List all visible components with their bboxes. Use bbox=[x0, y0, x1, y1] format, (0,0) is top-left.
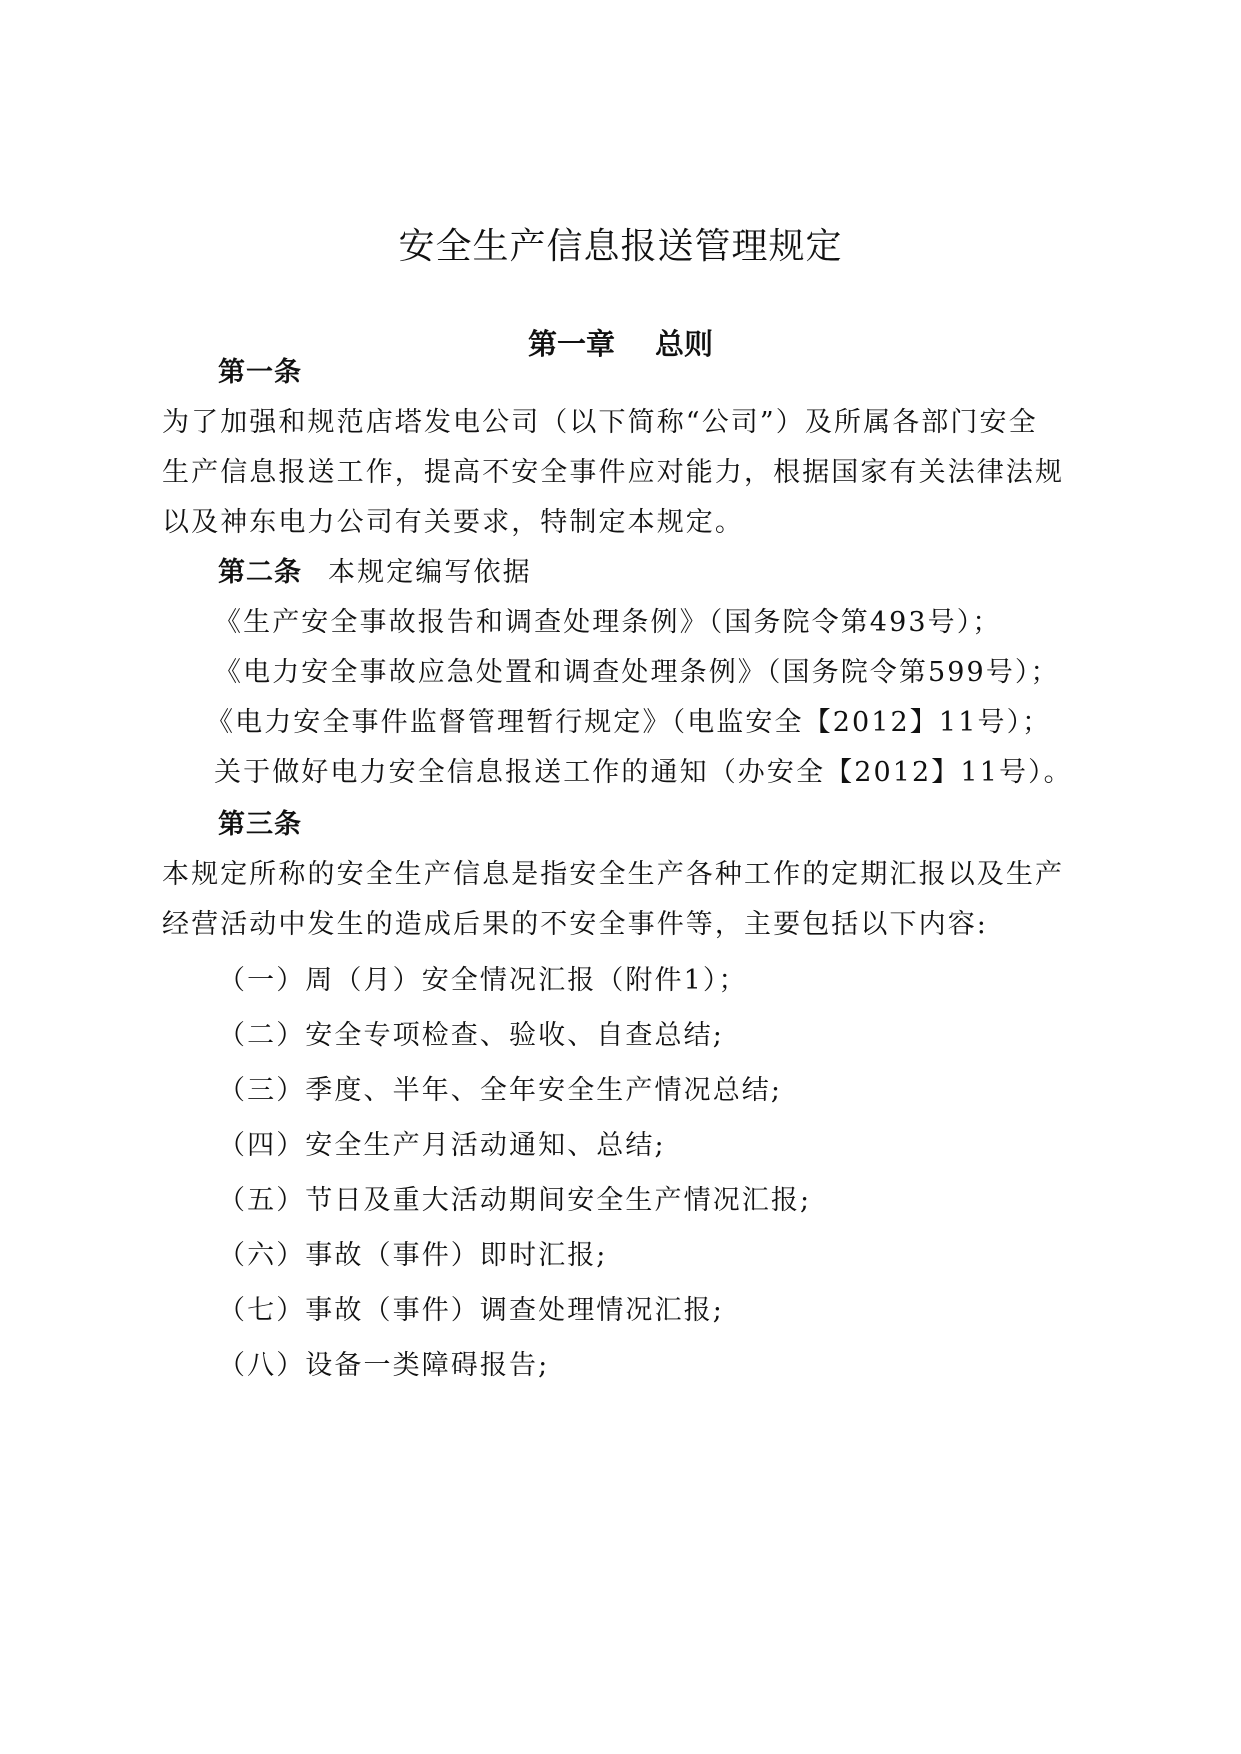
content-list-item: （八）设备一类障碍报告; bbox=[218, 1350, 550, 1381]
article-3-line: 经营活动中发生的造成后果的不安全事件等，主要包括以下内容: bbox=[162, 909, 988, 940]
chapter-heading bbox=[0, 322, 1241, 363]
article-3-line: 本规定所称的安全生产信息是指安全生产各种工作的定期汇报以及生产 bbox=[162, 859, 1065, 890]
content-list-item: （四）安全生产月活动通知、总结; bbox=[218, 1130, 666, 1161]
document-title: 安全生产信息报送管理规定 bbox=[398, 226, 843, 267]
article-1-line: 为了加强和规范店塔发电公司（以下简称“公司”）及所属各部门安全 bbox=[162, 407, 1038, 438]
article-2-heading-line bbox=[218, 550, 532, 589]
article-1-heading: 第一条 bbox=[218, 357, 302, 388]
content-list-item: （六）事故（事件）即时汇报; bbox=[218, 1240, 608, 1271]
reference-item: 《电力安全事故应急处置和调查处理条例》（国务院令第599号）； bbox=[214, 657, 1060, 688]
reference-item: 关于做好电力安全信息报送工作的通知（办安全【2012】11号）。 bbox=[214, 757, 1073, 788]
article-3-heading: 第三条 bbox=[218, 809, 302, 840]
chapter-number: 第一章 bbox=[527, 327, 615, 361]
chapter-name: 总则 bbox=[655, 327, 714, 361]
reference-item: 《生产安全事故报告和调查处理条例》（国务院令第493号）； bbox=[214, 607, 1002, 638]
content-list-item: （一）周（月）安全情况汇报（附件1）； bbox=[218, 965, 748, 996]
content-list-item: （三）季度、半年、全年安全生产情况总结; bbox=[218, 1075, 783, 1106]
article-1-line: 以及神东电力公司有关要求，特制定本规定。 bbox=[162, 507, 744, 538]
article-2-heading: 第二条 bbox=[218, 557, 302, 588]
content-list-item: （五）节日及重大活动期间安全生产情况汇报; bbox=[218, 1185, 812, 1216]
article-1-line: 生产信息报送工作，提高不安全事件应对能力，根据国家有关法律法规 bbox=[162, 457, 1065, 488]
content-list-item: （二）安全专项检查、验收、自查总结; bbox=[218, 1020, 724, 1051]
article-2-subtitle: 本规定编写依据 bbox=[328, 557, 532, 588]
reference-item: 《电力安全事件监督管理暂行规定》（电监安全【2012】11号）； bbox=[206, 707, 1052, 738]
content-list-item: （七）事故（事件）调查处理情况汇报; bbox=[218, 1295, 724, 1326]
